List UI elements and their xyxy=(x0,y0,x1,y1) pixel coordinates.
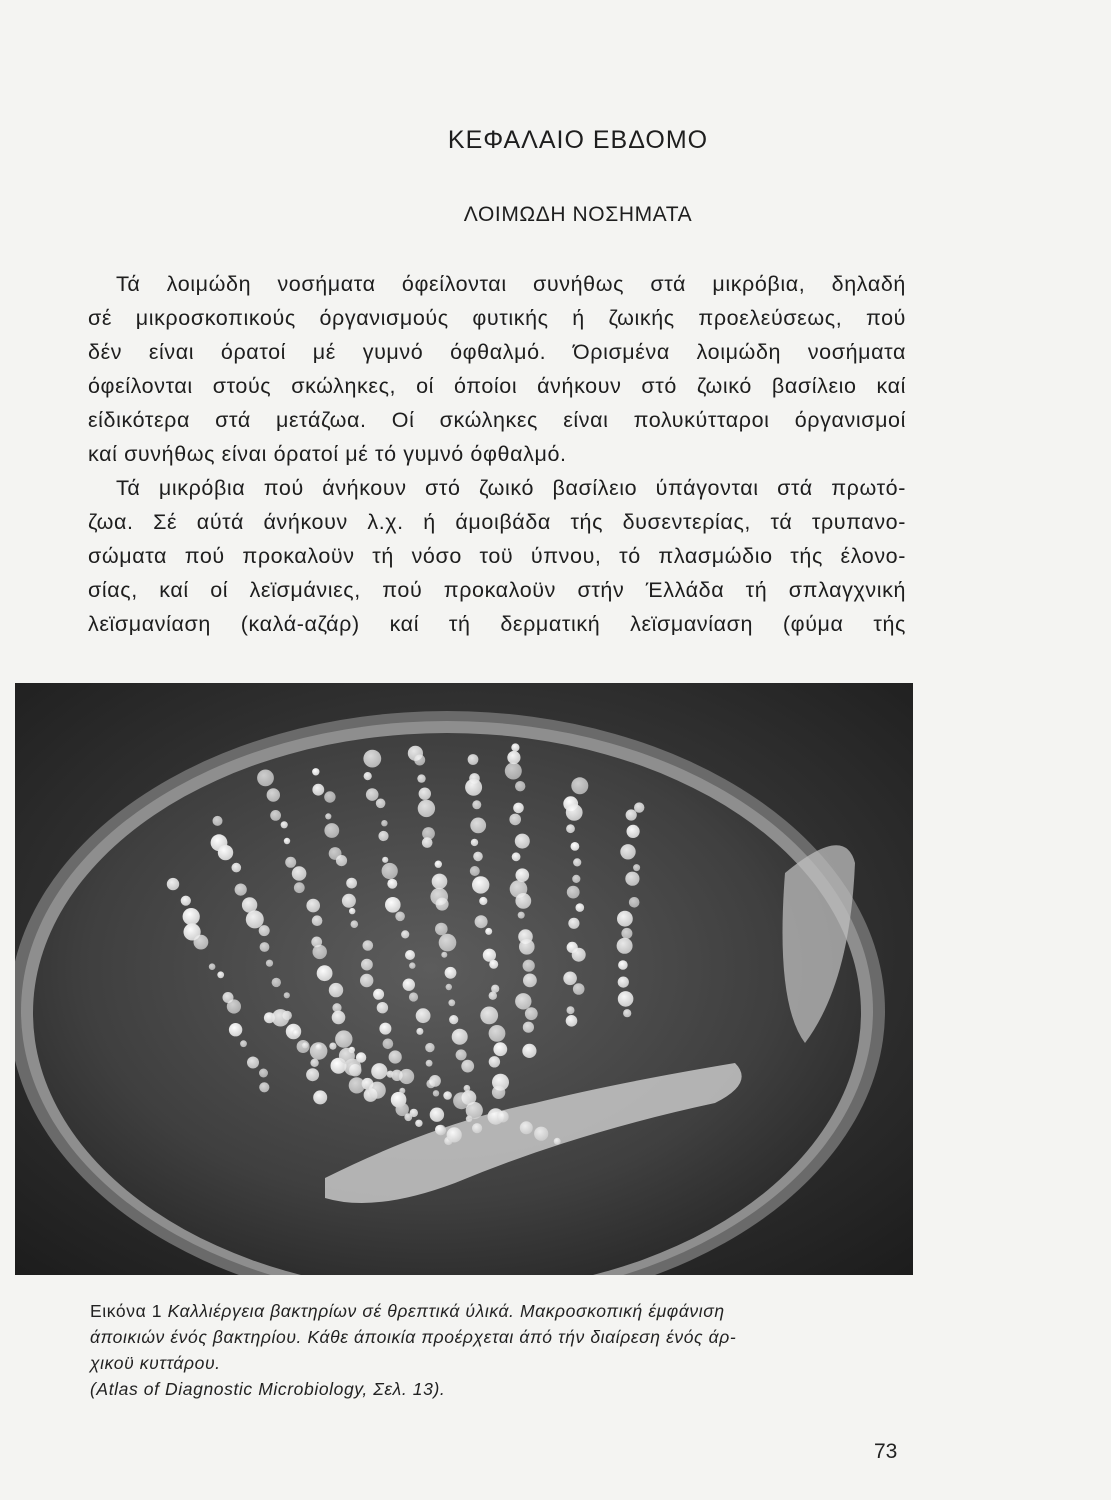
paragraph-line: δέν είναι όρατοί μέ γυμνό όφθαλμό. Όρισμένα λοιμώδη νοσήματα xyxy=(88,340,906,364)
paragraph-line: καί συνήθως είναι όρατοί μέ τό γυμνό όφθαλμό. xyxy=(88,442,567,466)
bacterial-colony xyxy=(439,934,457,952)
bacterial-colony xyxy=(267,788,280,801)
bacterial-colony xyxy=(213,816,223,826)
bacterial-colony xyxy=(515,993,531,1009)
bacterial-colony xyxy=(227,999,241,1013)
bacterial-colony xyxy=(403,979,415,991)
bacterial-colony xyxy=(566,804,583,821)
bacterial-colony xyxy=(567,886,580,899)
bacterial-colony xyxy=(626,809,637,820)
bacterial-colony xyxy=(369,1082,386,1099)
bacterial-colony xyxy=(325,813,331,819)
caption-text: άποικιών ένός βακτηρίου. Κάθε άποικία προέρχεται άπό τήν διαίρεση ένός άρ- xyxy=(90,1327,737,1347)
bacterial-colony xyxy=(371,1063,387,1079)
bacterial-colony xyxy=(317,965,333,981)
bacterial-colony xyxy=(259,1082,269,1092)
bacterial-colony xyxy=(518,912,525,919)
bacterial-colony xyxy=(480,1007,498,1025)
bacterial-colony xyxy=(466,1102,483,1119)
bacterial-colony xyxy=(470,866,480,876)
bacterial-colony xyxy=(399,1069,414,1084)
bacterial-colony xyxy=(449,1015,458,1024)
caption-text: χικοϋ κυττάρου. xyxy=(90,1353,221,1373)
bacterial-colony xyxy=(257,770,274,787)
bacterial-colony xyxy=(342,894,356,908)
bacterial-colony xyxy=(209,963,216,970)
bacterial-colony xyxy=(571,777,588,794)
bacterial-colony xyxy=(426,1060,433,1067)
bacterial-colony xyxy=(627,825,640,838)
caption-line xyxy=(90,1350,920,1376)
agar-surface xyxy=(33,733,861,1275)
bacterial-colony xyxy=(479,897,487,905)
bacterial-colony xyxy=(383,1039,394,1050)
caption-text: Καλλιέργεια βακτηρίων σέ θρεπτικά ύλικά. Μακροσκοπική έμφάνιση xyxy=(167,1301,725,1321)
bacterial-colony xyxy=(387,879,397,889)
bacterial-colony xyxy=(523,1022,534,1033)
paragraph-line: είδικότερα στά μετάζωα. Οί σκώληκες είναι πολυκύτταροι όργανισμοί xyxy=(88,408,906,432)
figure-source: (Atlas of Diagnostic Microbiology, Σελ. 13). xyxy=(90,1379,446,1399)
bacterial-colony xyxy=(387,1071,394,1078)
bacterial-colony xyxy=(194,935,209,950)
bacterial-colony xyxy=(281,821,288,828)
bacterial-colony xyxy=(229,1023,242,1036)
bacterial-colony xyxy=(572,948,586,962)
bacterial-colony xyxy=(292,866,307,881)
bacterial-colony xyxy=(363,940,374,951)
bacterial-colony xyxy=(515,834,530,849)
bacterial-colony xyxy=(566,1015,578,1027)
bacterial-colony xyxy=(418,800,435,817)
bacterial-colony xyxy=(385,897,401,913)
figure-label: Εικόνα 1 xyxy=(90,1301,163,1321)
bacterial-colony xyxy=(266,960,273,967)
bacterial-colony xyxy=(471,839,478,846)
bacterial-colony xyxy=(416,1028,423,1035)
bacterial-colony xyxy=(310,1059,318,1067)
bacterial-colony xyxy=(378,831,388,841)
bacterial-colony xyxy=(332,1011,346,1025)
bacterial-colony xyxy=(520,1121,533,1134)
bacterial-colony xyxy=(312,768,319,775)
bacterial-colony xyxy=(363,750,381,768)
chapter-title: ΚΕΦΑΛΑΙΟ ΕΒΔΟΜΟ xyxy=(447,126,709,154)
bacterial-colony xyxy=(260,942,270,952)
bacterial-colony xyxy=(217,971,224,978)
paragraph-line: ζωα. Σέ αύτά άνήκουν λ.χ. ή άμοιβάδα τής δυσεντερίας, τά τρυπανο- xyxy=(88,510,906,534)
bacterial-colony xyxy=(567,1006,575,1014)
bacterial-colony xyxy=(364,772,372,780)
bacterial-colony xyxy=(361,959,373,971)
bacterial-colony xyxy=(448,999,455,1006)
bacterial-colony xyxy=(513,803,524,814)
bacterial-colony xyxy=(218,845,233,860)
bacterial-colony xyxy=(259,925,270,936)
bacterial-colony xyxy=(472,1123,482,1133)
bacterial-colony xyxy=(473,852,483,862)
bacterial-colony xyxy=(382,857,388,863)
bacterial-colony xyxy=(633,864,640,871)
body-text xyxy=(88,267,906,641)
bacterial-colony xyxy=(409,962,415,968)
bacterial-colony xyxy=(360,974,373,987)
bacterial-colony xyxy=(573,858,581,866)
bacterial-colony xyxy=(324,823,339,838)
bacterial-colony xyxy=(285,857,296,868)
bacterial-colony xyxy=(525,1007,538,1020)
bacterial-colony xyxy=(445,967,457,979)
bacterial-colony xyxy=(316,1044,322,1050)
bacterial-colony xyxy=(410,1109,418,1117)
bacterial-colony xyxy=(554,1138,561,1145)
bacterial-colony xyxy=(472,876,489,893)
bacterial-colony xyxy=(426,1079,435,1088)
bacterial-colony xyxy=(259,1069,268,1078)
bacterial-colony xyxy=(247,1057,259,1069)
bacterial-colony xyxy=(284,838,290,844)
section-title: ΛΟΙΜΩΔΗ ΝΟΣΗΜΑΤΑ xyxy=(463,203,693,226)
bacterial-colony xyxy=(534,1127,548,1141)
bacterial-colony xyxy=(339,1048,355,1064)
bacterial-colony xyxy=(620,844,635,859)
caption-line xyxy=(90,1298,920,1324)
bacterial-colony xyxy=(452,1029,468,1045)
bacterial-colony xyxy=(446,984,452,990)
bacterial-colony xyxy=(272,978,281,987)
bacterial-colony xyxy=(497,1111,509,1123)
bacterial-colony xyxy=(346,878,357,889)
paragraph-line: σώματα πού προκαλοϋν τή νόσο τοϋ ύπνου, τό πλασμώδιο τής έλονο- xyxy=(88,544,906,568)
bacterial-colony xyxy=(240,1040,247,1047)
bacterial-colony xyxy=(509,814,521,826)
bacterial-colony xyxy=(629,897,640,908)
bacterial-colony xyxy=(507,751,520,764)
bacterial-colony xyxy=(181,896,191,906)
bacterial-colony xyxy=(566,824,575,833)
bacterial-colony xyxy=(456,1049,467,1060)
bacterial-colony xyxy=(313,1090,327,1104)
bacterial-colony xyxy=(435,861,442,868)
bacterial-colony xyxy=(414,755,425,766)
bacterial-colony xyxy=(306,1068,319,1081)
bacterial-colony xyxy=(270,810,281,821)
petri-dish-photo xyxy=(15,683,913,1275)
bacterial-colony xyxy=(376,799,386,809)
bacterial-colony xyxy=(312,784,324,796)
bacterial-colony xyxy=(618,991,634,1007)
bacterial-colony xyxy=(395,912,405,922)
bacterial-colony xyxy=(515,893,531,909)
bacterial-colony xyxy=(568,918,579,929)
bacterial-colony xyxy=(468,754,479,765)
bacterial-colony xyxy=(441,952,447,958)
bacterial-colony xyxy=(419,788,431,800)
bacterial-colony xyxy=(617,911,633,927)
bacterial-colony xyxy=(563,972,577,986)
bacterial-colony xyxy=(572,875,580,883)
bacterial-colony xyxy=(405,950,415,960)
bacterial-colony xyxy=(435,923,448,936)
bacterial-colony xyxy=(349,908,355,914)
bacterial-colony xyxy=(335,1030,352,1047)
bacterial-colony xyxy=(382,863,398,879)
bacterial-colony xyxy=(183,908,200,925)
bacterial-colony xyxy=(409,992,418,1001)
bacterial-colony xyxy=(242,897,257,912)
bacterial-colony xyxy=(519,939,535,955)
bacterial-colony xyxy=(489,960,498,969)
bacterial-colony xyxy=(381,820,387,826)
bacterial-colony xyxy=(571,842,580,851)
bacterial-colony xyxy=(389,1050,402,1063)
bacterial-culture-image xyxy=(15,683,913,1275)
bacterial-colony xyxy=(470,818,486,834)
bacterial-colony xyxy=(485,928,492,935)
bacterial-colony xyxy=(465,779,482,796)
bacterial-colony xyxy=(618,977,629,988)
bacterial-colony xyxy=(336,855,347,866)
bacterial-colony xyxy=(416,1008,431,1023)
bacterial-colony xyxy=(232,863,242,873)
bacterial-colony xyxy=(443,1091,452,1100)
bacterial-colony xyxy=(461,1060,474,1073)
paragraph-line: λεϊσμανίαση (καλά-αζάρ) καί τή δερματική λεϊσμανίαση (φύμα τής xyxy=(88,612,906,636)
bacterial-colony xyxy=(235,884,247,896)
bacterial-colony xyxy=(356,1052,366,1062)
bacterial-colony xyxy=(302,1042,308,1048)
bacterial-colony xyxy=(312,915,323,926)
bacterial-colony xyxy=(379,1023,391,1035)
bacterial-colony xyxy=(489,992,497,1000)
bacterial-colony xyxy=(432,874,448,890)
bacterial-colony xyxy=(625,872,639,886)
bacterial-colony xyxy=(391,1092,407,1108)
bacterial-colony xyxy=(246,910,264,928)
bacterial-colony xyxy=(329,983,343,997)
bacterial-colony xyxy=(306,899,320,913)
caption-line xyxy=(90,1324,920,1350)
bacterial-colony xyxy=(366,788,379,801)
caption-line xyxy=(90,1376,920,1402)
bacterial-colony xyxy=(422,837,433,848)
bacterial-colony xyxy=(523,974,537,988)
page-number: 73 xyxy=(874,1440,898,1463)
bacterial-colony xyxy=(425,1043,434,1052)
bacterial-colony xyxy=(621,928,632,939)
bacterial-colony xyxy=(523,960,535,972)
bacterial-colony xyxy=(436,898,449,911)
bacterial-colony xyxy=(447,1127,462,1142)
bacterial-colony xyxy=(373,989,384,1000)
paragraph-line: σίας, καί οί λεϊσμάνιες, πού προκαλοϋν στήν Έλλάδα τή σπλαγχνική xyxy=(88,578,906,602)
bacterial-colony xyxy=(401,930,409,938)
bacterial-colony xyxy=(516,868,530,882)
bacterial-colony xyxy=(435,1125,445,1135)
bacterial-colony xyxy=(576,903,585,912)
bacterial-colony xyxy=(511,743,519,751)
bacterial-colony xyxy=(512,852,521,861)
bacterial-colony xyxy=(489,1025,506,1042)
bacterial-colony xyxy=(272,1009,289,1026)
paragraph-line: όφείλονται στούς σκώληκες, οί όποίοι άνήκουν στό ζωικό βασίλειο καί xyxy=(88,374,906,398)
bacterial-colony xyxy=(377,1002,388,1013)
paragraph-line: Τά λοιμώδη νοσήματα όφείλονται συνήθως στά μικρόβια, δηλαδή xyxy=(116,272,906,296)
bacterial-colony xyxy=(475,915,488,928)
figure-caption xyxy=(90,1298,920,1402)
bacterial-colony xyxy=(167,878,179,890)
bacterial-colony xyxy=(324,791,335,802)
bacterial-colony xyxy=(284,992,290,998)
bacterial-colony xyxy=(292,1029,300,1037)
bacterial-colony xyxy=(313,945,327,959)
bacterial-colony xyxy=(623,1009,631,1017)
bacterial-colony xyxy=(351,920,359,928)
bacterial-colony xyxy=(472,800,481,809)
bacterial-colony xyxy=(417,774,425,782)
bacterial-colony xyxy=(634,802,644,812)
bacterial-colony xyxy=(415,1120,422,1127)
bacterial-colony xyxy=(573,983,585,995)
bacterial-colony xyxy=(489,1056,500,1067)
bacterial-colony xyxy=(515,781,525,791)
paragraph-line: Τά μικρόβια πού άνήκουν στό ζωικό βασίλειο ύπάγονται στά πρωτό- xyxy=(116,476,906,500)
paragraph-line: σέ μικροσκοπικούς όργανισμούς φυτικής ή ζωικής προελεύσεως, πού xyxy=(88,306,906,330)
bacterial-colony xyxy=(522,1044,536,1058)
bacterial-colony xyxy=(329,1043,336,1050)
bacterial-colony xyxy=(433,1090,439,1096)
bacterial-colony xyxy=(505,763,522,780)
bacterial-colony xyxy=(294,882,305,893)
bacterial-colony xyxy=(493,1042,507,1056)
bacterial-colony xyxy=(617,938,633,954)
bacterial-colony xyxy=(430,1108,444,1122)
bacterial-colony xyxy=(618,960,628,970)
bacterial-colony xyxy=(492,1086,505,1099)
